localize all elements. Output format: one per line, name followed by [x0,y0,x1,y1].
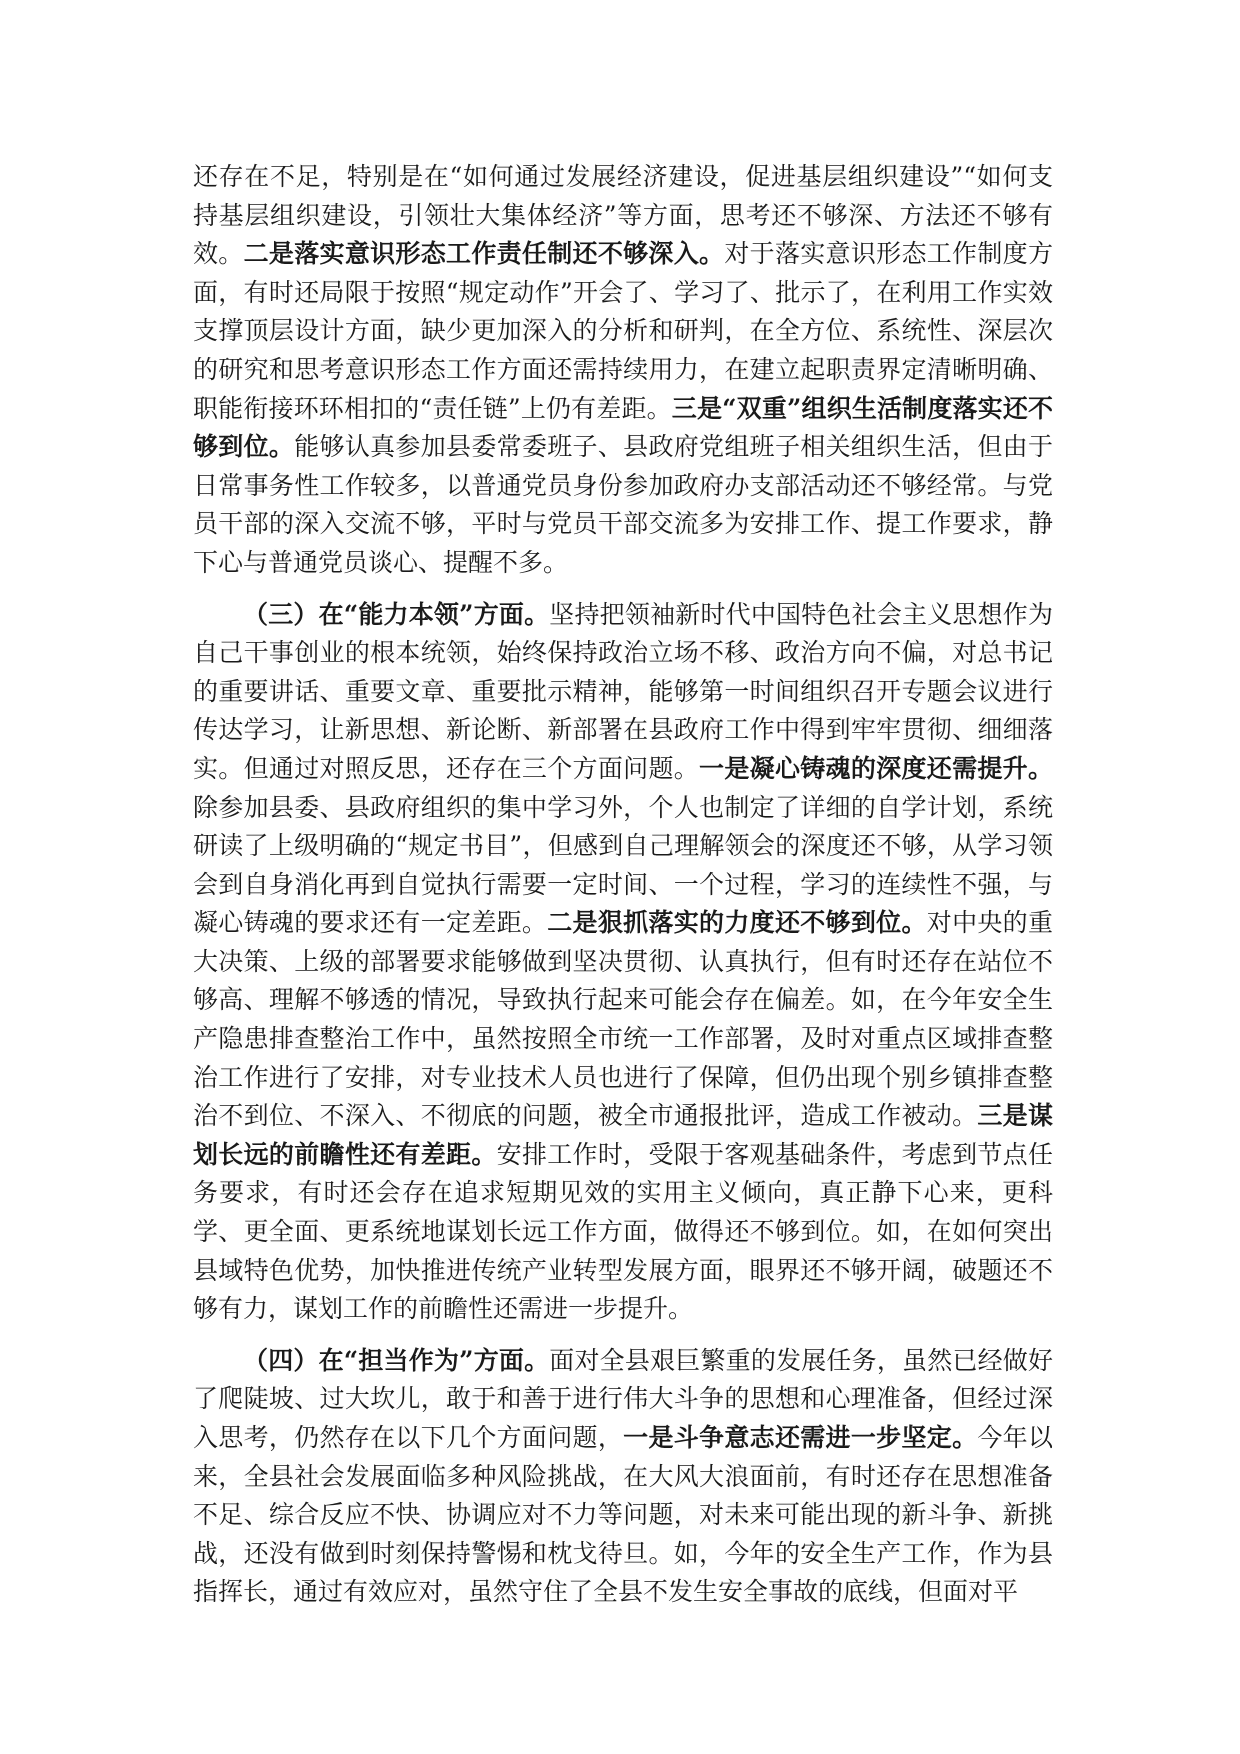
paragraph-responsibility [193,1342,1053,1612]
text-run: 对于落实意识形态工作制度方面，有时还局限于按照“规定动作”开会了、学习了、批示了，在利用工作实效支撑顶层设计方面，缺少更加深入的分析和研判，在全方位、系统性、深层次的研究和思考意识形态工作方面还需持续用力，在建立起职责界定清晰明确、职能衔接环环相扣的“责任链”上仍有差距。 [193,239,1053,423]
paragraph-ability [193,596,1053,1329]
bold-heading-run: 三是“双重”组织生活制度落实还不够到位。 [193,393,1053,462]
bold-heading-run: 一是斗争意志还需进一步坚定。 [623,1423,978,1452]
section-heading-run: （三）在“能力本领”方面。 [243,599,550,629]
text-run: 坚持把领袖新时代中国特色社会主义思想作为自己干事创业的根本统领，始终保持政治立场不移、政治方向不偏，对总书记的重要讲话、重要文章、重要批示精神，能够第一时间组织召开专题会议进行传达学习，让新思想、新论断、新部署在县政府工作中得到牢牢贯彻、细细落实。但通过对照反思，还存在三个方面问题。 [193,599,1053,783]
bold-heading-run: 二是狠抓落实的力度还不够到位。 [547,908,927,938]
text-run: 今年以来，全县社会发展面临多种风险挑战，在大风大浪面前，有时还存在思想准备不足、综合反应不快、协调应对不力等问题，对未来可能出现的新斗争、新挑战，还没有做到时刻保持警惕和枕戈待旦。如，今年的安全生产工作，作为县指挥长，通过有效应对，虽然守住了全县不发生安全事故的底线，但面对平 [193,1423,1053,1607]
text-run: 安排工作时，受限于客观基础条件，考虑到节点任务要求，有时还会存在追求短期见效的实用主义倾向，真正静下心来，更科学、更全面、更系统地谋划长远工作方面，做得还不够到位。如，在如何突出县域特色优势，加快推进传统产业转型发展方面，眼界还不够开阔，破题还不够有力，谋划工作的前瞻性还需进一步提升。 [193,1139,1053,1324]
text-run: 对中央的重大决策、上级的部署要求能够做到坚决贯彻、认真执行，但有时还存在站位不够高、理解不够透的情况，导致执行起来可能会存在偏差。如，在今年安全生产隐患排查整治工作中，虽然按照全市统一工作部署，及时对重点区域排查整治工作进行了安排，对专业技术人员也进行了保障，但仍出现个别乡镇排查整治不到位、不深入、不彻底的问题，被全市通报批评，造成工作被动。 [193,908,1053,1131]
bold-heading-run: 三是谋划长远的前瞻性还有差距。 [193,1101,1053,1169]
bold-heading-run: 一是凝心铸魂的深度还需提升。 [699,753,1053,783]
text-run: 还存在不足，特别是在“如何通过发展经济建设，促进基层组织建设”“如何支持基层组织建设，引领壮大集体经济”等方面，思考还不够深、方法还不够有效。 [193,162,1053,269]
text-run: 面对全县艰巨繁重的发展任务，虽然已经做好了爬陡坡、过大坎儿，敢于和善于进行伟大斗争的思想和心理准备，但经过深入思考，仍然存在以下几个方面问题， [193,1345,1053,1452]
section-heading-run: （四）在“担当作为”方面。 [243,1345,550,1375]
text-run: 能够认真参加县委常委班子、县政府党组班子相关组织生活，但由于日常事务性工作较多，以普通党员身份参加政府办支部活动还不够经常。与党员干部的深入交流不够，平时与党员干部交流多为安排工作、提工作要求，静下心与普通党员谈心、提醒不多。 [193,432,1053,577]
document-body [193,158,1053,1612]
text-run: 除参加县委、县政府组织的集中学习外，个人也制定了详细的自学计划，系统研读了上级明确的“规定书目”，但感到自己理解领会的深度还不够，从学习领会到自身消化再到自觉执行需要一定时间、一个过程，学习的连续性不强，与凝心铸魂的要求还有一定差距。 [193,792,1053,938]
bold-heading-run: 二是落实意识形态工作责任制还不够深入。 [243,239,725,269]
paragraph-continued [193,158,1053,583]
